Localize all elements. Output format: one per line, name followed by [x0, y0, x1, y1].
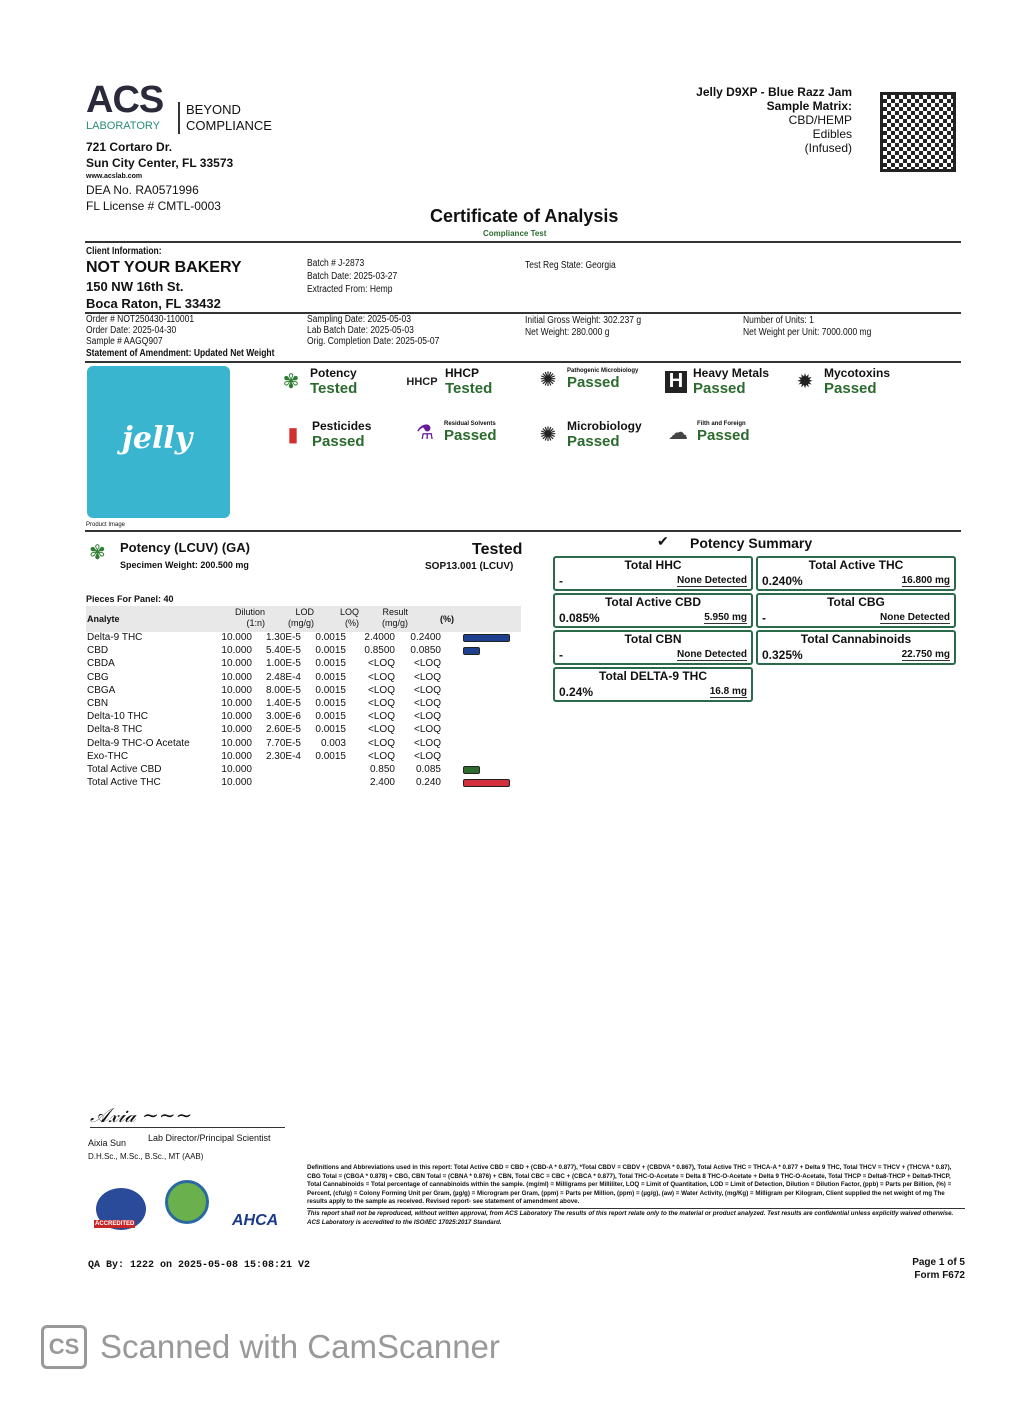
- lod: 7.70E-5: [265, 737, 301, 749]
- test-status: Passed: [693, 380, 746, 397]
- mycotoxin-icon: ✹: [796, 371, 814, 393]
- lod: 2.30E-4: [265, 750, 301, 762]
- tagline-2: COMPLIANCE: [186, 118, 272, 133]
- lab-address: [86, 139, 233, 214]
- col-analyte: Analyte: [87, 614, 120, 624]
- summary-label: Total Active CBD: [604, 595, 701, 609]
- result: <LOQ: [368, 724, 395, 736]
- result: <LOQ: [368, 711, 395, 723]
- result-bar: [463, 634, 510, 642]
- sample-number: Sample # AAGQ907: [86, 336, 163, 347]
- completion-date: Orig. Completion Date: 2025-05-07: [307, 336, 440, 347]
- analyte: CBD: [87, 645, 109, 657]
- col-lod: LOD: [295, 607, 314, 617]
- tagline-1: BEYOND: [186, 102, 241, 117]
- table-row: [87, 711, 517, 724]
- checkmark-icon: ✔: [657, 533, 669, 549]
- flask-icon: ⚗: [416, 421, 434, 444]
- percent: <LOQ: [414, 671, 441, 683]
- summary-percent: 0.240%: [762, 574, 803, 588]
- summary-label: Total CBN: [624, 632, 682, 646]
- cannabis-leaf-icon: ✾: [89, 542, 106, 564]
- result: <LOQ: [368, 737, 395, 749]
- result: <LOQ: [368, 698, 395, 709]
- summary-mg: None Detected: [676, 649, 747, 660]
- fl-license: FL License # CMTL-0003: [86, 199, 221, 213]
- test-name: Heavy Metals: [693, 366, 770, 380]
- col-result-unit: (mg/g): [381, 618, 408, 628]
- test-name: Pesticides: [312, 419, 372, 433]
- specimen-weight: Specimen Weight: 200.500 mg: [120, 560, 249, 570]
- dilution: 10.000: [221, 684, 252, 696]
- analyte: CBN: [87, 698, 109, 709]
- microbe-icon: ✺: [539, 424, 557, 446]
- summary-label: Total DELTA-9 THC: [599, 669, 707, 683]
- potency-title: Potency (LCUV) (GA): [120, 540, 250, 555]
- microbe-icon: ✺: [539, 368, 557, 391]
- net-weight-per-unit: Net Weight per Unit: 7000.000 mg: [743, 327, 872, 338]
- summary-percent: -: [762, 611, 766, 625]
- analyte: Total Active CBD: [87, 764, 162, 775]
- lod: 2.48E-4: [265, 671, 301, 683]
- product-image: [87, 366, 230, 518]
- test-filth-and-foreign: [665, 419, 750, 445]
- percent: <LOQ: [414, 711, 441, 723]
- test-microbiology: [535, 419, 642, 450]
- signature: 𝒜𝓍𝒾𝒶 ∼∼∼: [90, 1103, 285, 1128]
- analyte: CBGA: [87, 684, 116, 696]
- camscanner-text: Scanned with CamScanner: [100, 1328, 500, 1365]
- lod: 1.00E-5: [265, 658, 301, 670]
- page-title: Certificate of Analysis: [430, 206, 619, 226]
- sop-number: SOP13.001 (LCUV): [425, 561, 514, 572]
- lod: 1.40E-5: [265, 698, 301, 709]
- loq: 0.003: [320, 737, 346, 749]
- signer-credentials: D.H.Sc., M.Sc., B.Sc., MT (AAB): [88, 1152, 204, 1161]
- matrix-label: Sample Matrix:: [766, 99, 852, 113]
- dilution: 10.000: [221, 737, 252, 749]
- matrix-2: Edibles: [812, 127, 852, 141]
- summary-percent: -: [559, 574, 563, 588]
- test-pathogenic-microbiology: [535, 366, 638, 392]
- analyte: CBG: [87, 671, 109, 683]
- address-line-1: 721 Cortaro Dr.: [86, 140, 173, 154]
- amendment-statement: Statement of Amendment: Updated Net Weight: [86, 348, 275, 359]
- a2la-logo: ACCREDITED: [96, 1188, 146, 1230]
- test-mycotoxins: [792, 366, 890, 397]
- pieces-for-panel: Pieces For Panel: 40: [86, 594, 174, 604]
- percent: <LOQ: [414, 750, 441, 762]
- signer-name: Aixia Sun: [88, 1138, 127, 1148]
- percent: <LOQ: [414, 724, 441, 736]
- product-name: Jelly D9XP - Blue Razz Jam: [696, 85, 852, 99]
- tagline: [178, 102, 272, 134]
- ahca-logo: AHCA: [232, 1212, 279, 1229]
- loq: 0.0015: [315, 711, 346, 723]
- result: 0.8500: [364, 645, 395, 657]
- summary-box: [553, 556, 753, 591]
- col-result: Result: [382, 607, 408, 617]
- result-bar: [463, 766, 480, 774]
- percent: 0.240: [415, 777, 441, 789]
- test-pesticides: [280, 419, 371, 450]
- loq: 0.0015: [315, 684, 346, 696]
- dilution: 10.000: [221, 711, 252, 723]
- lab-logo-sub: LABORATORY: [86, 120, 160, 132]
- signer-role: Lab Director/Principal Scientist: [148, 1133, 271, 1143]
- summary-mg: None Detected: [879, 612, 950, 623]
- summary-mg: 16.800 mg: [901, 575, 950, 586]
- test-name: HHCP: [445, 366, 480, 380]
- summary-percent: -: [559, 648, 563, 662]
- summary-box: [553, 593, 753, 628]
- lod: 2.60E-5: [265, 724, 301, 736]
- client-address-2: Boca Raton, FL 33432: [86, 296, 221, 311]
- analyte: Delta-9 THC-O Acetate: [87, 737, 190, 749]
- table-row: [87, 672, 517, 685]
- summary-percent: 0.24%: [559, 685, 594, 699]
- summary-label: Total HHC: [624, 558, 682, 572]
- table-header: [86, 606, 521, 632]
- form-number: Form F672: [914, 1270, 965, 1281]
- summary-label: Total CBG: [827, 595, 885, 609]
- dilution: 10.000: [221, 658, 252, 670]
- col-loq: LOQ: [339, 607, 359, 617]
- summary-label: Total Cannabinoids: [800, 632, 912, 646]
- address-line-2: Sun City Center, FL 33573: [86, 156, 234, 170]
- percent: 0.2400: [410, 632, 441, 643]
- lod: 8.00E-5: [265, 684, 301, 696]
- matrix-3: (Infused): [804, 141, 852, 155]
- result: 2.400: [369, 777, 395, 789]
- table-row: [87, 685, 517, 698]
- test-name: Potency: [310, 366, 357, 380]
- page-number: Page 1 of 5: [912, 1257, 965, 1268]
- result: 2.4000: [364, 632, 395, 643]
- pesticide-icon: ▮: [287, 424, 299, 446]
- summary-percent: 0.325%: [762, 648, 803, 662]
- col-percent: (%): [440, 614, 454, 624]
- definitions: Definitions and Abbreviations used in this report: Total Active CBD = CBD + (CBD-A * 0.877), *Total CBDV = CBDV + (CBDVA * 0.867), Total Active THC = THCA-A * 0.877 + Delta 9 THC, Total THCV = THCV + (THCVA * 0.87), CBG Total = (CBGA * 0.878) + CBG, CBN Total = (CBNA * 0.876) + CBN, Total CBC = CBC + (CBCA * 0.877), Total THC-O-Acetate = Delta 8 THC-O-Acetate + Delta 9 THC-O-Acetate, Total THCP = Delta8-THCP + Delta9-THCP, Total Cannabinoids = Total percentage of cannabinoids within the sample. (mg/ml) = Milligrams per Milliliter, LOQ = Limit of Quantitation, LOD = Limit of Detection, Dilution = Dilution Factor, (ppb) = Parts per Billion, (%) = Percent, (cfu/g) = Colony Forming Unit per Gram, (µg/g) = Microgram per Gram, (ppm) = Parts per Million, (ppm) = (µg/g), (aw) = Water Activity, (mg/Kg) = Milligram per Kilogram, Client supplied the net weight of mg The results apply to the sample as received. Revised report- see statement of amendment above.: [307, 1164, 965, 1209]
- test-residual-solvents: [412, 419, 497, 445]
- page-subtitle: Compliance Test: [483, 229, 547, 238]
- product-info: [696, 85, 852, 155]
- test-status: Passed: [824, 380, 877, 397]
- result: <LOQ: [368, 671, 395, 683]
- percent: 0.0850: [410, 645, 441, 657]
- test-status: Passed: [312, 433, 365, 450]
- test-status: Passed: [444, 426, 497, 444]
- result-bar: [463, 779, 510, 787]
- loq: 0.0015: [315, 724, 346, 736]
- col-dilution-unit: (1:n): [246, 618, 265, 628]
- table-row: [87, 724, 517, 737]
- table-row: [87, 738, 517, 751]
- analyte: Exo-THC: [87, 750, 129, 762]
- number-of-units: Number of Units: 1: [743, 315, 814, 326]
- dilution: 10.000: [221, 764, 252, 775]
- client-address-1: 150 NW 16th St.: [86, 279, 184, 294]
- result-bar: [463, 647, 480, 655]
- summary-box: [756, 630, 956, 665]
- dilution: 10.000: [221, 698, 252, 709]
- result: <LOQ: [368, 750, 395, 762]
- lod: 5.40E-5: [265, 645, 301, 657]
- product-image-label: Product Image: [86, 522, 126, 528]
- col-loq-unit: (%): [345, 618, 359, 628]
- florida-seal-logo: [165, 1180, 209, 1224]
- camscanner-logo: CS: [41, 1325, 87, 1369]
- loq: 0.0015: [315, 632, 346, 643]
- hhcp-icon: HHCP: [406, 375, 438, 388]
- table-row: [87, 764, 517, 777]
- loq: 0.0015: [315, 750, 346, 762]
- test-status: Passed: [567, 373, 620, 391]
- test-status: Tested: [445, 380, 493, 397]
- table-row: [87, 658, 517, 671]
- test-heavy-metals: [665, 366, 769, 397]
- dilution: 10.000: [221, 750, 252, 762]
- website-link[interactable]: www.acslab.com: [86, 173, 143, 180]
- percent: <LOQ: [414, 684, 441, 696]
- lab-logo: ACS: [86, 79, 164, 121]
- summary-mg: 5.950 mg: [704, 612, 747, 623]
- summary-box: [756, 556, 956, 591]
- table-row: [87, 632, 517, 645]
- result: <LOQ: [368, 684, 395, 696]
- package-text: jelly: [122, 421, 193, 456]
- dilution: 10.000: [221, 632, 252, 643]
- dilution: 10.000: [221, 777, 252, 789]
- analyte: Total Active THC: [87, 777, 161, 789]
- dea-number: DEA No. RA0571996: [86, 183, 199, 197]
- summary-percent: 0.085%: [559, 611, 600, 625]
- client-info-label: Client Information:: [86, 246, 162, 257]
- test-status: Passed: [567, 433, 620, 450]
- order-date: Order Date: 2025-04-30: [86, 325, 177, 336]
- summary-box: [553, 667, 753, 702]
- loq: 0.0015: [315, 645, 346, 657]
- table-row: [87, 645, 517, 658]
- percent: <LOQ: [414, 698, 441, 709]
- heavy-metals-icon: H: [665, 371, 687, 393]
- cannabis-leaf-icon: ✾: [282, 371, 300, 393]
- summary-mg: 22.750 mg: [901, 649, 950, 660]
- test-name: Filth and Foreign: [697, 420, 746, 427]
- test-name: Residual Solvents: [444, 420, 496, 427]
- batch-date: Batch Date: 2025-03-27: [307, 271, 398, 282]
- qa-stamp: QA By: 1222 on 2025-05-08 15:08:21 V2: [88, 1260, 311, 1271]
- percent: <LOQ: [414, 737, 441, 749]
- test-hhcp: [405, 366, 492, 397]
- lod: 3.00E-6: [265, 711, 301, 723]
- dilution: 10.000: [221, 671, 252, 683]
- footer-notes: [307, 1164, 965, 1227]
- page-info: [912, 1256, 965, 1282]
- summary-title: Potency Summary: [690, 535, 813, 551]
- analyte: Delta-10 THC: [87, 711, 148, 723]
- disclaimer: This report shall not be reproduced, without written approval, from ACS Laboratory The results of this report relate only to the material or product analyzed. Test results are confidential unless explicitly waived otherwise. ACS Laboratory is accredited to the ISO/IEC 17025:2017 Standard.: [307, 1209, 954, 1226]
- summary-box: [553, 630, 753, 665]
- order-number: Order # NOT250430-110001: [86, 314, 195, 325]
- test-status: Passed: [697, 426, 750, 444]
- table-row: [87, 698, 517, 711]
- potency-status: Tested: [472, 541, 523, 558]
- sampling-date: Sampling Date: 2025-05-03: [307, 314, 411, 325]
- batch-number: Batch # J-2873: [307, 258, 365, 269]
- summary-mg: None Detected: [676, 575, 747, 586]
- filth-icon: ☁: [668, 421, 688, 444]
- test-name: Mycotoxins: [824, 366, 891, 380]
- matrix-1: CBD/HEMP: [788, 113, 852, 127]
- dilution: 10.000: [221, 724, 252, 736]
- summary-label: Total Active THC: [808, 558, 904, 572]
- summary-mg: 16.8 mg: [709, 686, 747, 697]
- col-lod-unit: (mg/g): [287, 618, 314, 628]
- table-row: [87, 751, 517, 764]
- client-name: NOT YOUR BAKERY: [86, 259, 242, 276]
- extracted-from: Extracted From: Hemp: [307, 284, 393, 295]
- lab-batch-date: Lab Batch Date: 2025-05-03: [307, 325, 414, 336]
- loq: 0.0015: [315, 698, 346, 709]
- analyte: Delta-9 THC: [87, 632, 143, 643]
- lod: 1.30E-5: [265, 632, 301, 643]
- analyte: CBDA: [87, 658, 115, 670]
- loq: 0.0015: [315, 658, 346, 670]
- col-dilution: Dilution: [234, 607, 265, 617]
- test-name: Pathogenic Microbiology: [567, 367, 639, 374]
- test-potency: [278, 366, 357, 397]
- percent: 0.085: [415, 764, 441, 775]
- result: 0.850: [369, 764, 395, 775]
- gross-weight: Initial Gross Weight: 302.237 g: [525, 315, 642, 326]
- dilution: 10.000: [221, 645, 252, 657]
- table-row: [87, 777, 517, 790]
- test-name: Microbiology: [567, 419, 642, 433]
- net-weight: Net Weight: 280.000 g: [525, 327, 610, 338]
- percent: <LOQ: [414, 658, 441, 670]
- result: <LOQ: [368, 658, 395, 670]
- analyte: Delta-8 THC: [87, 724, 143, 736]
- test-status: Tested: [310, 380, 358, 397]
- summary-box: [756, 593, 956, 628]
- qr-code: [880, 92, 956, 172]
- test-reg-state: Test Reg State: Georgia: [525, 260, 616, 271]
- loq: 0.0015: [315, 671, 346, 683]
